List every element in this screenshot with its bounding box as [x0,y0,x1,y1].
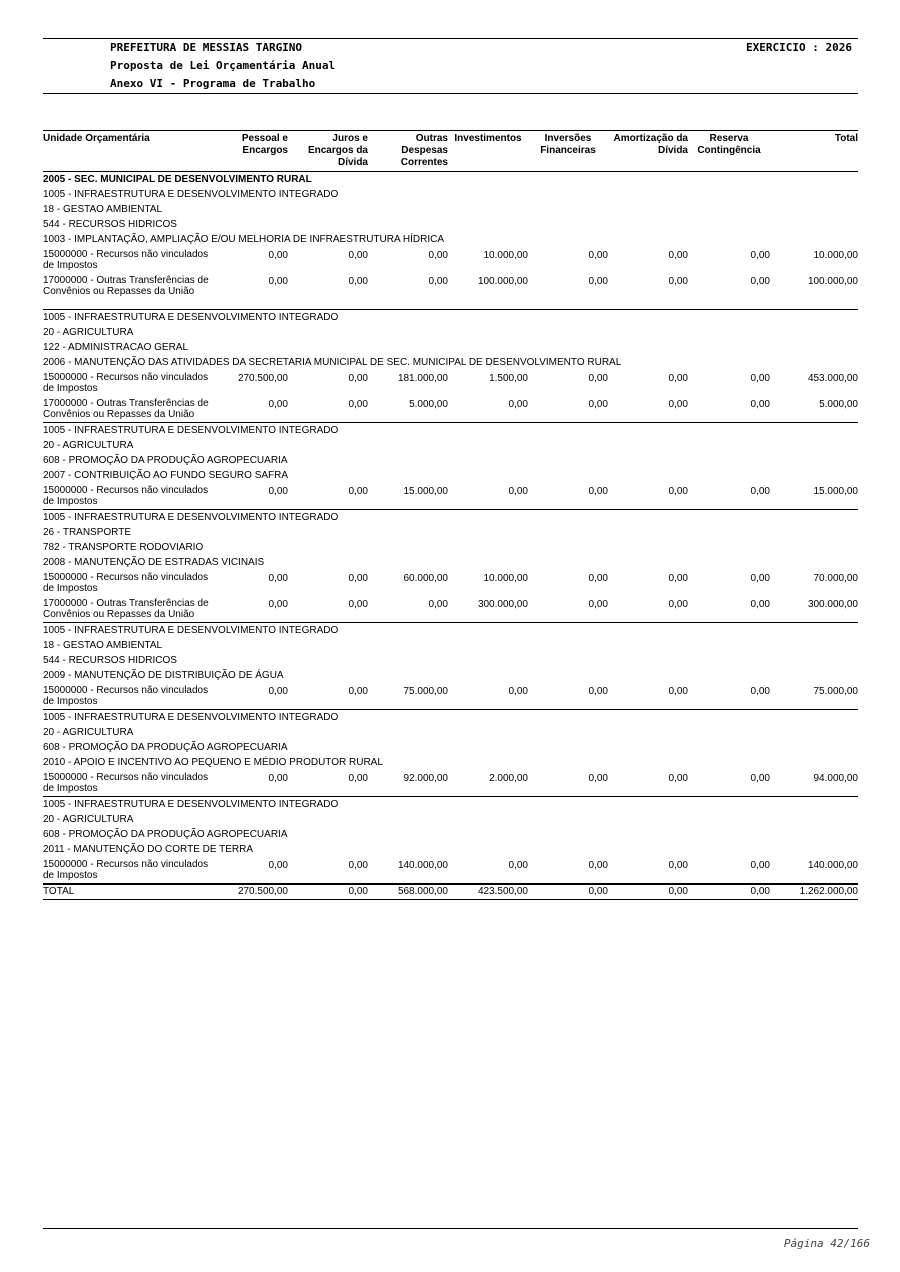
total-value: 423.500,00 [477,886,528,897]
value-cell: 0,00 [588,599,608,610]
classification-line: 608 - PROMOÇÃO DA PRODUÇÃO AGROPECUARIA [43,455,288,466]
classification-line: 544 - RECURSOS HIDRICOS [43,655,177,666]
col-reserva: Reserva Contingência [697,133,761,156]
total-row [43,884,858,900]
value-cell: 0,00 [348,599,368,610]
value-cell: 60.000,00 [403,573,448,584]
value-cell: 0,00 [508,860,528,871]
value-cell: 0,00 [588,573,608,584]
value-cell: 0,00 [348,373,368,384]
classification-line: 2006 - MANUTENÇÃO DAS ATIVIDADES DA SECRETARIA MUNICIPAL DE SEC. MUNICIPAL DE DESENVOLVIMENTO RURAL [43,357,622,368]
anexo-title: Anexo VI - Programa de Trabalho [110,77,316,90]
classification-line: 18 - GESTAO AMBIENTAL [43,640,163,651]
value-cell: 0,00 [668,599,688,610]
total-label: TOTAL [43,886,75,897]
value-cell: 2.000,00 [489,773,528,784]
value-cell: 0,00 [268,276,288,287]
classification-line: 20 - AGRICULTURA [43,814,134,825]
value-cell: 0,00 [750,573,770,584]
value-cell: 270.500,00 [237,373,288,384]
value-cell: 140.000,00 [397,860,448,871]
source-name: 15000000 - Recursos não vinculados de Impostos [43,772,209,794]
table-header-row [43,130,858,172]
value-cell: 15.000,00 [403,486,448,497]
value-cell: 0,00 [508,686,528,697]
classification-line: 1003 - IMPLANTAÇÃO, AMPLIAÇÃO E/OU MELHORIA DE INFRAESTRUTURA HÍDRICA [43,234,445,245]
classification-line: 608 - PROMOÇÃO DA PRODUÇÃO AGROPECUARIA [43,829,288,840]
table-row [43,370,858,396]
value-cell: 15.000,00 [813,486,858,497]
groups-container [43,187,858,884]
classification-line: 782 - TRANSPORTE RODOVIARIO [43,542,204,553]
footer-rule [43,1228,858,1229]
value-cell: 0,00 [588,486,608,497]
value-cell: 0,00 [268,573,288,584]
value-cell: 0,00 [348,860,368,871]
value-cell: 0,00 [668,860,688,871]
value-cell: 0,00 [668,486,688,497]
value-cell: 70.000,00 [813,573,858,584]
classification-line: 608 - PROMOÇÃO DA PRODUÇÃO AGROPECUARIA [43,742,288,753]
classification-line: 1005 - INFRAESTRUTURA E DESENVOLVIMENTO INTEGRADO [43,512,339,523]
source-name: 15000000 - Recursos não vinculados de Impostos [43,372,209,394]
value-cell: 453.000,00 [807,373,858,384]
classification-line: 544 - RECURSOS HIDRICOS [43,219,177,230]
classification-line: 1005 - INFRAESTRUTURA E DESENVOLVIMENTO INTEGRADO [43,625,339,636]
col-investimentos: Investimentos [454,133,522,144]
value-cell: 0,00 [588,773,608,784]
program-group [43,797,858,884]
value-cell: 100.000,00 [477,276,528,287]
col-juros: Juros e Encargos da Dívida [307,133,368,168]
value-cell: 0,00 [750,399,770,410]
value-cell: 0,00 [348,399,368,410]
program-group [43,187,858,310]
value-cell: 0,00 [268,686,288,697]
col-total: Total [834,133,858,144]
value-cell: 75.000,00 [403,686,448,697]
table-row [43,396,858,422]
value-cell: 0,00 [428,250,448,261]
value-cell: 0,00 [750,373,770,384]
value-cell: 94.000,00 [813,773,858,784]
value-cell: 75.000,00 [813,686,858,697]
value-cell: 1.500,00 [489,373,528,384]
value-cell: 0,00 [668,373,688,384]
classification-line: 1005 - INFRAESTRUTURA E DESENVOLVIMENTO INTEGRADO [43,799,339,810]
classification-line: 20 - AGRICULTURA [43,727,134,738]
program-group [43,623,858,710]
classification-line: 2010 - APOIO E INCENTIVO AO PEQUENO E MÉDIO PRODUTOR RURAL [43,757,383,768]
total-value: 270.500,00 [237,886,288,897]
total-value: 0,00 [750,886,770,897]
table-row [43,247,858,273]
value-cell: 10.000,00 [813,250,858,261]
value-cell: 0,00 [508,399,528,410]
classification-line: 20 - AGRICULTURA [43,327,134,338]
value-cell: 0,00 [668,773,688,784]
proposta-title: Proposta de Lei Orçamentária Anual [110,59,336,72]
classification-line: 1005 - INFRAESTRUTURA E DESENVOLVIMENTO INTEGRADO [43,425,339,436]
value-cell: 0,00 [428,599,448,610]
value-cell: 0,00 [508,486,528,497]
classification-line: 2009 - MANUTENÇÃO DE DISTRIBUIÇÃO DE ÁGUA [43,670,284,681]
table-row [43,857,858,883]
value-cell: 0,00 [750,860,770,871]
classification-line: 2011 - MANUTENÇÃO DO CORTE DE TERRA [43,844,254,855]
total-value: 0,00 [588,886,608,897]
source-name: 15000000 - Recursos não vinculados de Impostos [43,685,209,707]
value-cell: 0,00 [348,773,368,784]
total-value: 0,00 [348,886,368,897]
value-cell: 181.000,00 [397,373,448,384]
classification-line: 20 - AGRICULTURA [43,440,134,451]
program-group [43,510,858,623]
total-value: 1.262.000,00 [799,886,858,897]
value-cell: 0,00 [268,860,288,871]
table-row [43,483,858,509]
program-group [43,710,858,797]
source-name: 15000000 - Recursos não vinculados de Impostos [43,485,209,507]
total-value: 0,00 [668,886,688,897]
value-cell: 0,00 [750,486,770,497]
classification-line: 1005 - INFRAESTRUTURA E DESENVOLVIMENTO INTEGRADO [43,712,339,723]
table-row [43,273,858,299]
value-cell: 0,00 [268,250,288,261]
value-cell: 0,00 [348,486,368,497]
header-bottom-rule [43,93,858,94]
table-row [43,770,858,796]
classification-line: 26 - TRANSPORTE [43,527,131,538]
value-cell: 10.000,00 [483,573,528,584]
value-cell: 0,00 [750,276,770,287]
value-cell: 0,00 [588,250,608,261]
value-cell: 0,00 [588,276,608,287]
col-amortizacao: Amortização da Dívida [613,133,688,156]
source-name: 15000000 - Recursos não vinculados de Impostos [43,572,209,594]
value-cell: 0,00 [588,399,608,410]
value-cell: 140.000,00 [807,860,858,871]
classification-line: 1005 - INFRAESTRUTURA E DESENVOLVIMENTO INTEGRADO [43,312,339,323]
value-cell: 0,00 [348,276,368,287]
classification-line: 122 - ADMINISTRACAO GERAL [43,342,189,353]
value-cell: 0,00 [348,250,368,261]
value-cell: 10.000,00 [483,250,528,261]
value-cell: 0,00 [668,399,688,410]
col-outras: Outras Despesas Correntes [400,133,448,168]
exercicio-label: EXERCICIO : 2026 [746,41,852,54]
header-top-rule [43,38,858,39]
group-spacer [43,299,858,309]
page-number: Página 42/166 [783,1237,870,1250]
source-name: 17000000 - Outras Transferências de Convênios ou Repasses da União [43,598,209,620]
value-cell: 0,00 [348,573,368,584]
value-cell: 0,00 [588,373,608,384]
value-cell: 0,00 [750,686,770,697]
value-cell: 300.000,00 [807,599,858,610]
value-cell: 0,00 [750,250,770,261]
value-cell: 0,00 [750,773,770,784]
col-inversoes: Inversões Financeiras [540,133,596,156]
table-row [43,596,858,622]
value-cell: 0,00 [668,573,688,584]
value-cell: 0,00 [268,486,288,497]
program-group [43,310,858,423]
value-cell: 92.000,00 [403,773,448,784]
classification-line: 18 - GESTAO AMBIENTAL [43,204,163,215]
classification-line: 1005 - INFRAESTRUTURA E DESENVOLVIMENTO INTEGRADO [43,189,339,200]
value-cell: 0,00 [268,773,288,784]
value-cell: 0,00 [348,686,368,697]
program-group [43,423,858,510]
value-cell: 5.000,00 [409,399,448,410]
programa-trabalho-table [43,130,858,900]
table-row [43,683,858,709]
total-value: 568.000,00 [397,886,448,897]
value-cell: 0,00 [750,599,770,610]
col-unidade: Unidade Orçamentária [43,133,150,144]
source-name: 17000000 - Outras Transferências de Convênios ou Repasses da União [43,398,209,420]
value-cell: 5.000,00 [819,399,858,410]
unit-title: 2005 - SEC. MUNICIPAL DE DESENVOLVIMENTO RURAL [43,174,312,185]
classification-line: 2007 - CONTRIBUIÇÃO AO FUNDO SEGURO SAFRA [43,470,289,481]
table-row [43,570,858,596]
col-pessoal: Pessoal e Encargos [241,133,288,156]
value-cell: 0,00 [668,250,688,261]
prefeitura-title: PREFEITURA DE MESSIAS TARGINO [110,41,303,54]
value-cell: 0,00 [588,686,608,697]
value-cell: 300.000,00 [477,599,528,610]
value-cell: 100.000,00 [807,276,858,287]
value-cell: 0,00 [668,276,688,287]
value-cell: 0,00 [588,860,608,871]
value-cell: 0,00 [268,599,288,610]
source-name: 15000000 - Recursos não vinculados de Impostos [43,859,209,881]
value-cell: 0,00 [268,399,288,410]
classification-line: 2008 - MANUTENÇÃO DE ESTRADAS VICINAIS [43,557,265,568]
value-cell: 0,00 [428,276,448,287]
source-name: 15000000 - Recursos não vinculados de Impostos [43,249,209,271]
source-name: 17000000 - Outras Transferências de Convênios ou Repasses da União [43,275,209,297]
value-cell: 0,00 [668,686,688,697]
